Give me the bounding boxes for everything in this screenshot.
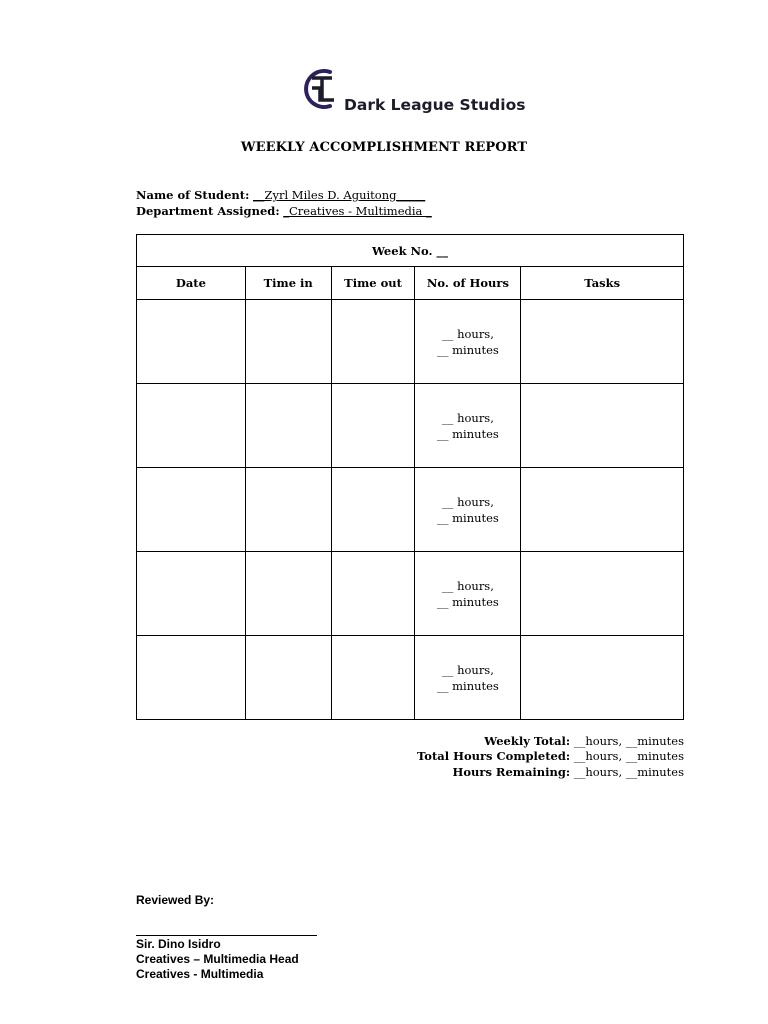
column-header-time-out: Time out: [331, 267, 415, 300]
hours-cell[interactable]: [415, 552, 521, 636]
tasks-cell[interactable]: [521, 300, 684, 384]
table-header-row: [137, 267, 684, 300]
hours-text: __ hours,: [441, 578, 494, 593]
column-header-tasks: Tasks: [521, 267, 684, 300]
student-name-label: Name of Student:: [136, 188, 250, 202]
tasks-cell[interactable]: [521, 468, 684, 552]
date-cell[interactable]: [137, 300, 246, 384]
time-out-cell[interactable]: [331, 636, 415, 720]
date-cell[interactable]: [137, 552, 246, 636]
total-completed-value: __hours, __minutes: [570, 749, 684, 763]
time-out-cell[interactable]: [331, 300, 415, 384]
company-name: Dark League Studios: [344, 96, 526, 114]
minutes-text: __ minutes: [436, 510, 499, 525]
time-out-cell[interactable]: [331, 468, 415, 552]
weekly-total-value: __hours, __minutes: [570, 734, 684, 748]
table-row: [137, 636, 684, 720]
column-header-time-in: Time in: [245, 267, 331, 300]
minutes-text: __ minutes: [436, 426, 499, 441]
hours-remaining-label: Hours Remaining:: [452, 765, 571, 779]
page-title: WEEKLY ACCOMPLISHMENT REPORT: [240, 140, 528, 155]
table-row: [137, 384, 684, 468]
dls-logo-icon: [300, 66, 342, 112]
student-name-line: [136, 188, 425, 202]
minutes-text: __ minutes: [436, 594, 499, 609]
hours-text: __ hours,: [441, 326, 494, 341]
student-name-value: __Zyrl Miles D. Aguitong_____: [252, 188, 426, 202]
minutes-text: __ minutes: [436, 342, 499, 357]
time-in-cell[interactable]: [245, 552, 331, 636]
time-in-cell[interactable]: [245, 300, 331, 384]
department-line: [136, 204, 432, 218]
time-in-cell[interactable]: [245, 468, 331, 552]
reviewer-department: Creatives - Multimedia: [136, 967, 264, 981]
hours-remaining: [452, 765, 684, 779]
column-header-hours: No. of Hours: [415, 267, 521, 300]
table-row: [137, 300, 684, 384]
time-in-cell[interactable]: [245, 636, 331, 720]
tasks-cell[interactable]: [521, 636, 684, 720]
hours-cell[interactable]: [415, 300, 521, 384]
date-cell[interactable]: [137, 468, 246, 552]
reviewer-name: Sir. Dino Isidro: [136, 937, 221, 951]
table-row: [137, 552, 684, 636]
signature-line: [136, 935, 317, 936]
week-number: Week No. __: [137, 235, 684, 267]
minutes-text: __ minutes: [436, 678, 499, 693]
total-hours-completed: [417, 749, 684, 763]
time-in-cell[interactable]: [245, 384, 331, 468]
hours-cell[interactable]: [415, 468, 521, 552]
time-out-cell[interactable]: [331, 384, 415, 468]
date-cell[interactable]: [137, 636, 246, 720]
weekly-total-label: Weekly Total:: [484, 734, 571, 748]
hours-text: __ hours,: [441, 410, 494, 425]
accomplishment-table: [136, 234, 684, 720]
department-value: _Creatives - Multimedia _: [283, 204, 432, 218]
hours-text: __ hours,: [441, 494, 494, 509]
hours-remaining-value: __hours, __minutes: [570, 765, 684, 779]
column-header-date: Date: [137, 267, 246, 300]
weekly-total: [484, 734, 684, 748]
company-logo: [300, 66, 540, 116]
total-completed-label: Total Hours Completed:: [417, 749, 571, 763]
week-row: [137, 235, 684, 267]
department-label: Department Assigned:: [136, 204, 280, 218]
tasks-cell[interactable]: [521, 552, 684, 636]
table-row: [137, 468, 684, 552]
hours-text: __ hours,: [441, 662, 494, 677]
reviewer-title: Creatives – Multimedia Head: [136, 952, 299, 966]
date-cell[interactable]: [137, 384, 246, 468]
tasks-cell[interactable]: [521, 384, 684, 468]
time-out-cell[interactable]: [331, 552, 415, 636]
hours-cell[interactable]: [415, 384, 521, 468]
hours-cell[interactable]: [415, 636, 521, 720]
reviewed-by-label: Reviewed By:: [136, 893, 215, 907]
